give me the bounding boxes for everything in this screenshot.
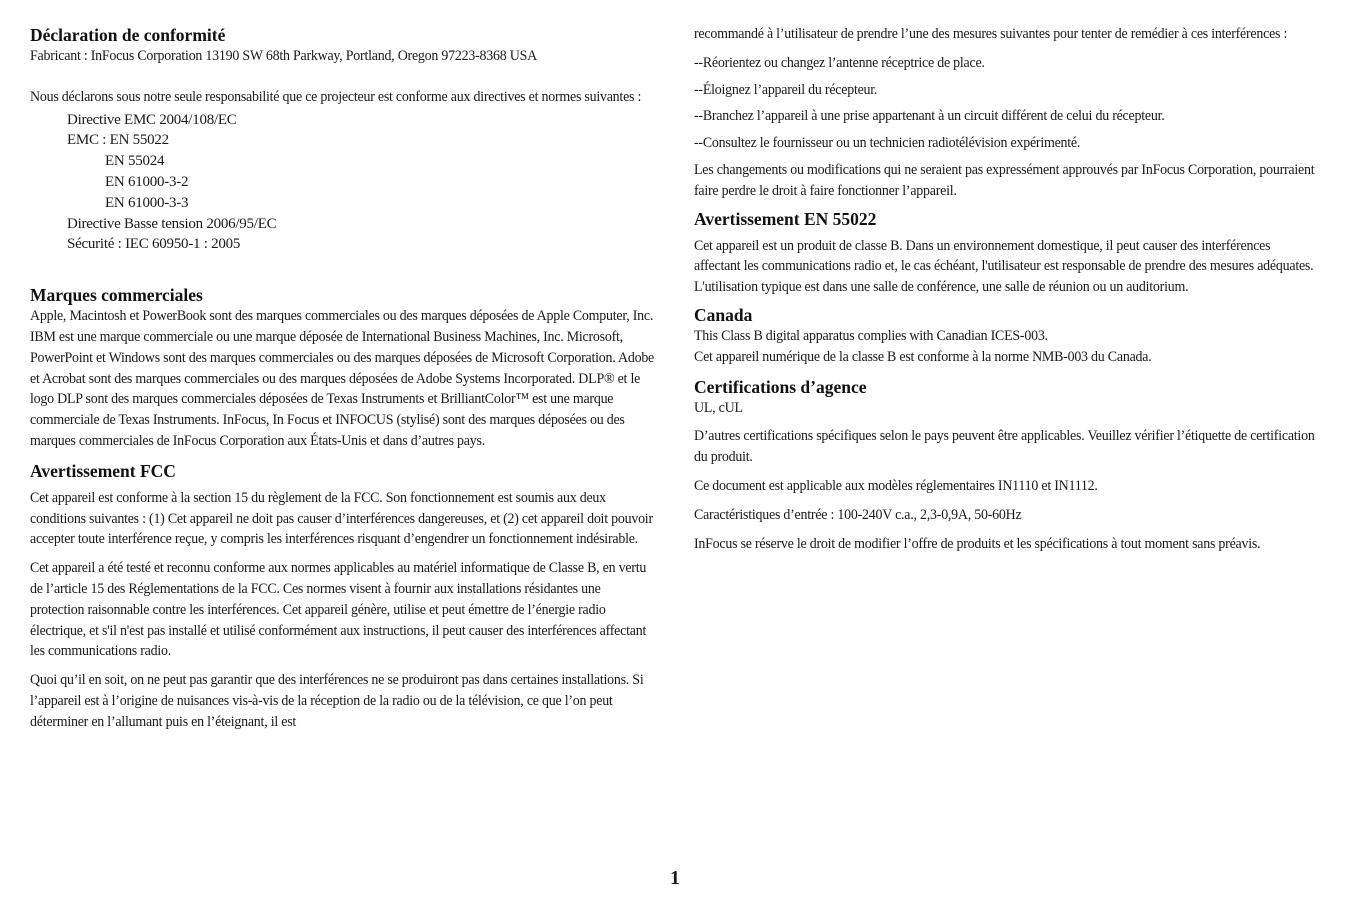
standard-item: EN 61000-3-2 — [105, 173, 189, 190]
agency-paragraph: D’autres certifications spécifiques selon le pays peuvent être applicables. Veuillez vérifier l’étiquette de certification du produit. — [694, 428, 1315, 466]
fcc-paragraph: Cet appareil a été testé et reconnu conforme aux normes applicables au matériel informatique de Classe B, en vertu de l’article 15 des Réglementations de la FCC. Ces normes visent à fournir aux installations résidantes une protection raisonnable contre les interférences. Cet appareil génère, utilise et peut émettre de l’énergie radio électrique, et s'il n'est pas installé et utilisé conformément aux instructions, il peut causer des interférences affectant les communications radio. — [30, 560, 647, 660]
measure-item: --Réorientez ou changez l’antenne réceptrice de place. — [694, 54, 985, 71]
standard-item: Directive EMC 2004/108/EC — [67, 111, 237, 128]
left-column — [30, 24, 658, 733]
standard-item: EN 61000-3-3 — [105, 194, 189, 211]
trademarks-section — [30, 284, 658, 452]
page-number: 1 — [670, 867, 680, 889]
en55022-section — [694, 208, 1320, 298]
right-column — [694, 24, 1320, 554]
agency-paragraph: Ce document est applicable aux modèles réglementaires IN1110 et IN1112. — [694, 477, 1098, 494]
measure-item: --Branchez l’appareil à une prise appartenant à un circuit différent de celui du récepteur. — [694, 108, 1165, 125]
standard-item: EN 55024 — [105, 153, 165, 170]
fcc-heading: Avertissement FCC — [30, 460, 176, 481]
canada-line: Cet appareil numérique de la classe B est conforme à la norme NMB-003 du Canada. — [694, 348, 1152, 365]
trademarks-heading: Marques commerciales — [30, 285, 203, 306]
fcc-paragraph: Cet appareil est conforme à la section 15 du règlement de la FCC. Son fonctionnement est soumis aux deux conditions suivantes : (1) Cet appareil ne doit pas causer d’interférences dangereuses, et (2) cet appareil doit pouvoir accepter toute interférence reçue, y compris les interférences risquant d’engendrer un fonctionnement indésirable. — [30, 489, 653, 548]
declaration-section — [30, 24, 658, 255]
agency-paragraph: Caractéristiques d’entrée : 100-240V c.a., 2,3-0,9A, 50-60Hz — [694, 506, 1022, 523]
standard-item: Directive Basse tension 2006/95/EC — [67, 215, 277, 232]
fcc-paragraph: Quoi qu’il en soit, on ne peut pas garantir que des interférences ne se produiront pas dans certaines installations. Si l’appareil est à l’origine de nuisances vis-à-vis de la réception de la radio ou de la télévision, ce que l’on peut déterminer en l’allumant puis en l’éteignant, il est — [30, 672, 644, 730]
declaration-heading: Déclaration de conformité — [30, 25, 226, 45]
fcc-section — [30, 460, 658, 733]
canada-section — [694, 304, 1320, 368]
agency-heading: Certifications d’agence — [694, 376, 867, 397]
measure-item: --Consultez le fournisseur ou un technicien radiotélévision expérimenté. — [694, 135, 1081, 152]
modifications-text: Les changements ou modifications qui ne seraient pas expressément approuvés par InFocus Corporation, pourraient faire perdre le droit à faire fonctionner l’appareil. — [694, 161, 1315, 199]
standard-item: Sécurité : IEC 60950-1 : 2005 — [67, 236, 241, 253]
agency-paragraph: InFocus se réserve le droit de modifier l’offre de produits et les spécifications à tout moment sans préavis. — [694, 535, 1261, 552]
measure-item: --Éloignez l’appareil du récepteur. — [694, 81, 878, 98]
en55022-heading: Avertissement EN 55022 — [694, 208, 877, 229]
fcc-continued-text: recommandé à l’utilisateur de prendre l’une des mesures suivantes pour tenter de remédier à ces interférences : — [694, 26, 1288, 42]
manufacturer-text: Fabricant : InFocus Corporation 13190 SW 68th Parkway, Portland, Oregon 97223-8368 USA — [30, 48, 537, 64]
en55022-text: Cet appareil est un produit de classe B. Dans un environnement domestique, il peut causer des interférences affectant les communications radio et, le cas échéant, l'utilisateur est responsable de prendre des mesures adéquates. L'utilisation typique est dans une salle de conférence, une salle de réunion ou un auditorium. — [694, 237, 1314, 296]
agency-section — [694, 376, 1320, 555]
canada-line: This Class B digital apparatus complies with Canadian ICES-003. — [694, 327, 1048, 344]
agency-certs: UL, cUL — [694, 399, 743, 416]
standard-item: EMC : EN 55022 — [67, 132, 169, 149]
declaration-statement: Nous déclarons sous notre seule responsabilité que ce projecteur est conforme aux directives et normes suivantes : — [30, 88, 642, 105]
canada-heading: Canada — [694, 304, 753, 325]
trademarks-text: Apple, Macintosh et PowerBook sont des marques commerciales ou des marques déposées de Apple Computer, Inc. IBM est une marque commerciale ou une marque déposée de International Business Machines, Inc. Microsoft, PowerPoint et Windows sont des marques commerciales ou des marques déposées de Microsoft Corporation. Adobe et Acrobat sont des marques commerciales ou des marques déposées de Adobe Systems Incorporated. DLP® et le logo DLP sont des marques commerciales déposées de Texas Instruments et BrilliantColor™ est une marque commerciale de Texas Instruments. InFocus, In Focus et INFOCUS (stylisé) sont des marques déposées ou des marques commerciales de InFocus Corporation aux États-Unis et dans d’autres pays. — [30, 308, 655, 449]
